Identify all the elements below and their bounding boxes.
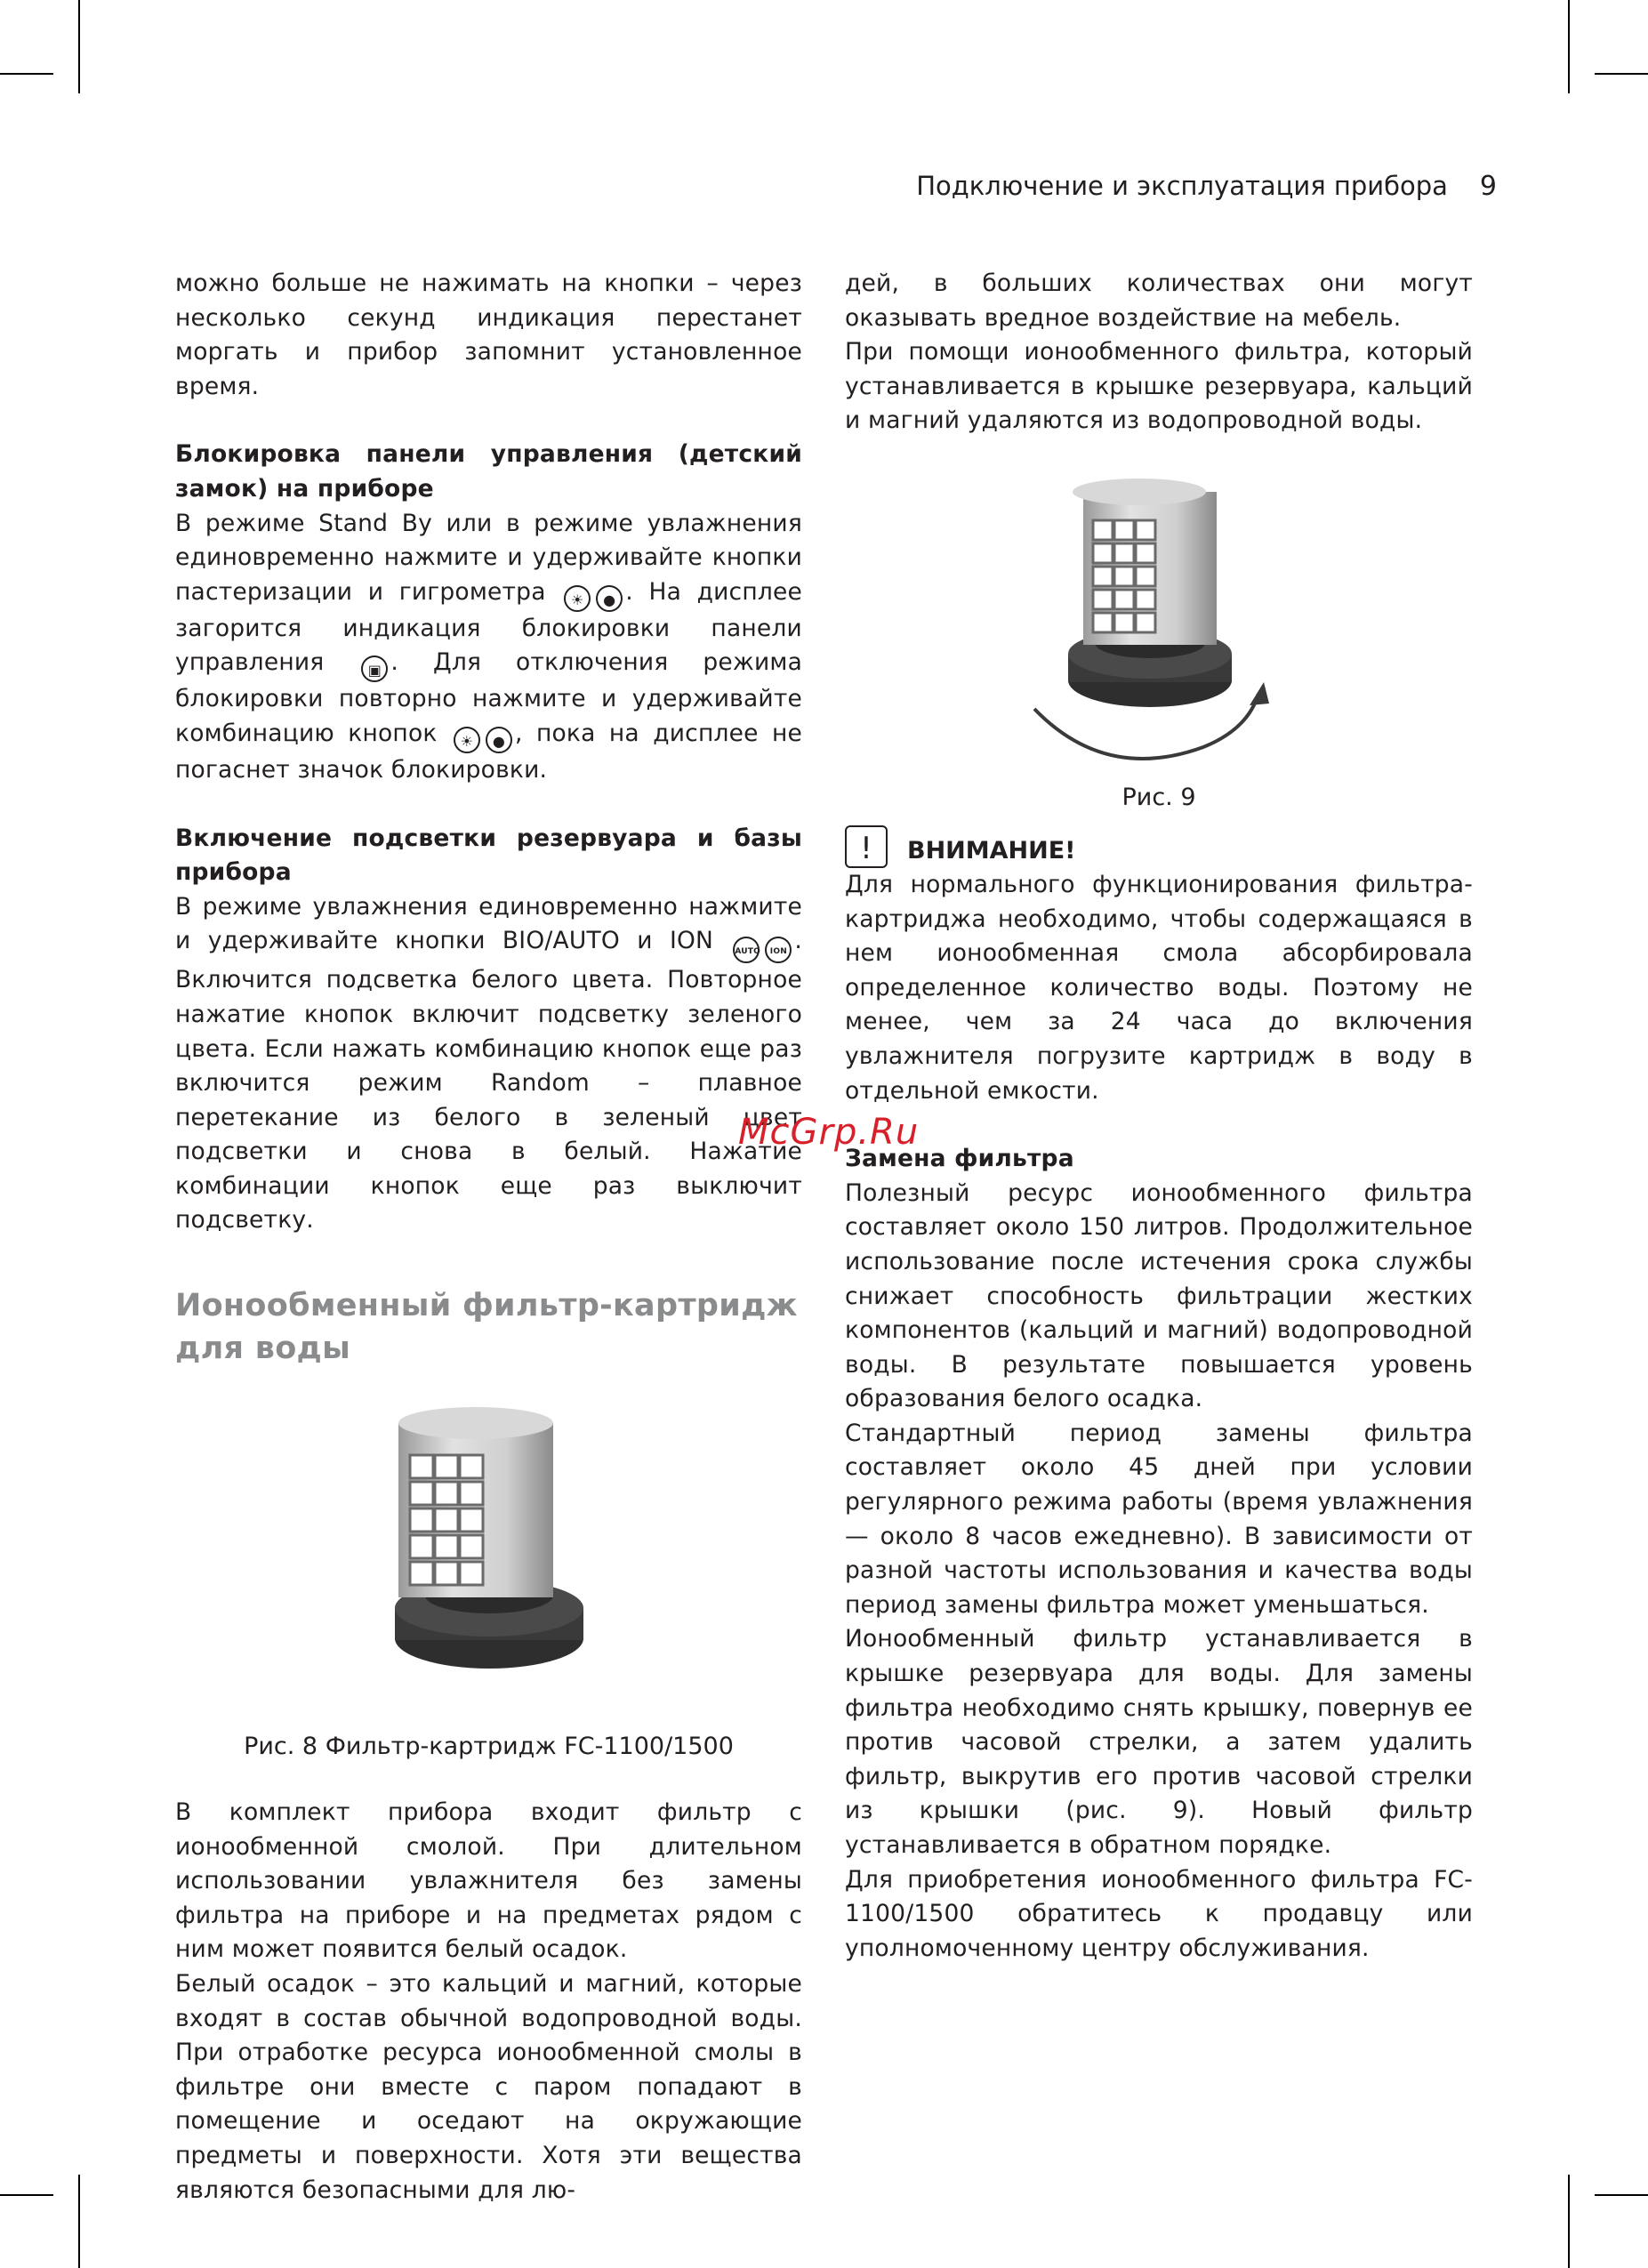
crop-mark bbox=[78, 2175, 80, 2268]
sun-button-icon: ☀ bbox=[454, 727, 480, 753]
paragraph bbox=[175, 507, 802, 788]
right-column bbox=[845, 267, 1473, 1966]
paragraph: В комплект прибора входит фильтр с ионообменной смолой. При длительном использовании увлажнителя без замены фильтра на приборе и на предметах рядом с ним может появится белый осадок. bbox=[175, 1798, 802, 1964]
figure-9 bbox=[845, 476, 1473, 769]
crop-mark bbox=[78, 0, 80, 93]
paragraph bbox=[175, 890, 802, 1238]
running-header bbox=[916, 171, 1497, 202]
paragraph: Полезный ресурс ионообменного фильтра составляет около 150 литров. Продолжительное использование после истечения срока службы снижает способность фильтрации жестких компонентов (кальций и магний) водопроводной воды. В результате повышается уровень образования белого осадка. bbox=[845, 1178, 1473, 1413]
crop-mark bbox=[0, 73, 53, 75]
paragraph: Стандартный период замены фильтра составляет около 45 дней при условии регулярного режима работы (время увлажнения — около 8 часов ежедневно). В зависимости от разной частоты использования и качества воды период замены фильтра может уменьшаться. bbox=[845, 1419, 1473, 1619]
crop-mark bbox=[1595, 73, 1648, 75]
text: В режиме Stand By или в режиме увлажнения единовременно нажмите и удерживайте кнопки пастеризации и гигрометра bbox=[175, 509, 802, 606]
paragraph: дей, в больших количествах они могут оказывать вредное воздействие на мебель. bbox=[845, 269, 1473, 332]
subheading: Включение подсветки резервуара и базы прибора bbox=[175, 824, 802, 887]
crop-mark bbox=[0, 2194, 53, 2196]
page-number: 9 bbox=[1479, 171, 1497, 202]
subheading: Блокировка панели управления (детский замок) на приборе bbox=[175, 440, 802, 503]
text: В режиме увлажнения единовременно нажмите и удерживайте кнопки BIO/AUTO и ION bbox=[175, 892, 802, 955]
crop-mark bbox=[1568, 0, 1570, 93]
text: , пока на дисплее не погаснет значок блокировки. bbox=[175, 719, 803, 784]
paragraph: При помощи ионообменного фильтра, который устанавливается в крышке резервуара, кальций и магний удаляются из водопроводной воды. bbox=[845, 338, 1473, 435]
paragraph: Для приобретения ионообменного фильтра FC-1100/1500 обратитесь к продавцу или уполномоченному центру обслуживания. bbox=[845, 1865, 1473, 1962]
figure-caption: Рис. 9 bbox=[1121, 783, 1196, 811]
left-column bbox=[175, 267, 802, 2208]
drop-button-icon: ● bbox=[596, 585, 623, 612]
crop-mark bbox=[1568, 2175, 1570, 2268]
section-title: Подключение и эксплуатация прибора bbox=[916, 171, 1448, 201]
watermark: McGrp.Ru bbox=[738, 1112, 920, 1153]
crop-mark bbox=[1595, 2194, 1648, 2196]
filter-rotation-image bbox=[1025, 476, 1292, 769]
paragraph: Ионообменный фильтр устанавливается в крышке резервуара для воды. Для замены фильтра необходимо снять крышку, повернув ее против часовой стрелки, а затем удалить фильтр, выкрутив его против часовой стрелки из крышки (рис. 9). Новый фильтр устанавливается в обратном порядке. bbox=[845, 1625, 1473, 1859]
sun-button-icon: ☀ bbox=[564, 585, 591, 612]
lock-indicator-icon: ▣ bbox=[361, 655, 388, 682]
section-heading: Ионообменный фильтр-картридж для воды bbox=[175, 1288, 798, 1367]
paragraph: Белый осадок – это кальций и магний, которые входят в состав обычной водопроводной воды. При отработке ресурса ионообменной смолы в фильтре они вместе с паром попадают в помещение и оседают на окружающие предметы и поверхности. Хотя эти вещества являются безопасными для лю- bbox=[175, 1970, 802, 2204]
paragraph: Для нормального функционирования фильтра-картриджа необходимо, чтобы содержащаяся в нем ионообменная смола абсорбировала определенное количество воды. Поэтому не менее, чем за 24 часа до включения увлажнителя погрузите картридж в воду в отдельной емкости. bbox=[845, 870, 1473, 1105]
warning-block bbox=[845, 825, 1473, 868]
bio-auto-button-icon: AUTO bbox=[733, 937, 760, 963]
filter-cartridge-image bbox=[378, 1405, 600, 1699]
figure-caption: Рис. 8 Фильтр-картридж FC-1100/1500 bbox=[244, 1733, 734, 1761]
warning-icon: ! bbox=[845, 825, 888, 868]
subheading: Замена фильтра bbox=[845, 1145, 1074, 1173]
figure-8 bbox=[175, 1405, 802, 1699]
ion-button-icon: ION bbox=[765, 937, 792, 963]
paragraph: можно больше не нажимать на кнопки – через несколько секунд индикация перестанет моргать и прибор запомнит установленное время. bbox=[175, 269, 802, 400]
warning-title: ВНИМАНИЕ! bbox=[907, 836, 1076, 865]
text: . На дисплее загорится индикация блокировки панели управления bbox=[175, 577, 802, 677]
text: . Включится подсветка белого цвета. Повторное нажатие кнопок включит подсветку зеленого цвета. Если нажать комбинацию кнопок еще раз включится режим Random – плавное перетекание из белого в зеленый цвет подсветки и снова в белый. Нажатие комбинации кнопок еще раз выключит подсветку. bbox=[175, 927, 802, 1235]
text: . Для отключения режима блокировки повторно нажмите и удерживайте комбинацию кнопок bbox=[175, 648, 803, 747]
drop-button-icon: ● bbox=[486, 727, 512, 753]
